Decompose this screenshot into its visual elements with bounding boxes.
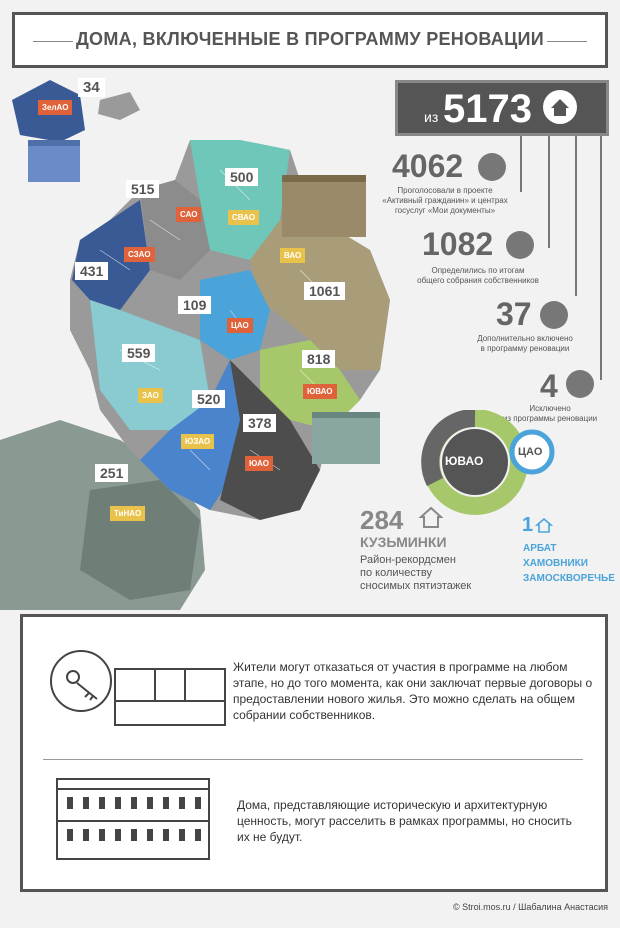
minimum-value: 1 (522, 514, 534, 536)
cao-count: 109 (178, 296, 211, 314)
svao-flag: СВАО (228, 210, 259, 225)
moscow-map (0, 70, 400, 610)
connector-4 (600, 136, 602, 380)
stat-excluded-desc: Исключено из программы реновации (502, 404, 598, 423)
stat-voted-desc: Проголосовали в проекте «Активный гражданин» и центрах госуслуг «Мои документы» (382, 186, 508, 215)
credit: © Stroi.mos.ru / Шабалина Анастасия (452, 902, 608, 912)
record-value: 284 (360, 505, 404, 535)
yuzao-count: 520 (192, 390, 225, 408)
donut-yuvao-label: ЮВАО (445, 454, 484, 468)
total-value: 5173 (443, 87, 532, 131)
building-icon-top-left (28, 140, 80, 182)
szao-count: 431 (75, 262, 108, 280)
info-box (20, 614, 608, 892)
house-icon (535, 516, 553, 534)
info-refusal: Жители могут отказаться от участия в программе на любом этапе, но до того момента, как они заключат первые договоры о предоставлении нового жилья. Это можно сделать на общем собрании собственников. (233, 660, 593, 722)
zao-count: 559 (122, 344, 155, 362)
building-icon-bottom (312, 412, 380, 464)
svao-count: 500 (225, 168, 258, 186)
tinao-count: 251 (95, 464, 128, 482)
zao-flag: ЗАО (138, 388, 163, 403)
building-icon-top-right (282, 175, 366, 237)
stat-meeting-value: 1082 (422, 226, 494, 262)
tinao-flag: ТиНАО (110, 506, 145, 521)
keys-plan-icon (35, 641, 235, 741)
yuao-count: 378 (243, 414, 276, 432)
info-divider (43, 759, 583, 760)
sao-flag: САО (176, 207, 201, 222)
sao-count: 515 (126, 180, 159, 198)
stat-added-value: 37 (496, 296, 532, 332)
info-historic: Дома, представляющие историческую и архитектурную ценность, могут расселить в рамках программы, но сносить их не будут. (237, 798, 572, 844)
house-icon (506, 231, 534, 259)
connector-2 (548, 136, 550, 248)
yuvao-count: 818 (302, 350, 335, 368)
record-name: КУЗЬМИНКИ (360, 534, 447, 550)
header (12, 12, 608, 68)
house-icon (540, 301, 568, 329)
yuzao-flag: ЮЗАО (181, 434, 214, 449)
historic-building-icon (53, 775, 215, 865)
house-icon (478, 153, 506, 181)
total-prefix: из (424, 109, 439, 125)
yuao-flag: ЮАО (245, 456, 273, 471)
stat-excluded-value: 4 (540, 368, 558, 404)
house-icon (418, 504, 444, 530)
yuvao-flag: ЮВАО (303, 384, 337, 399)
minimum-names: АРБАТ ХАМОВНИКИ ЗАМОСКВОРЕЧЬЕ (523, 543, 615, 584)
connector-3 (575, 136, 577, 296)
vao-flag: ВАО (280, 248, 305, 263)
page-title: ДОМА, ВКЛЮЧЕННЫЕ В ПРОГРАММУ РЕНОВАЦИИ (75, 29, 545, 49)
record-desc: Район-рекордсмен по количеству сносимых пятиэтажек (360, 554, 472, 592)
total-box (395, 80, 609, 136)
house-icon (566, 370, 594, 398)
zelao-count: 34 (78, 78, 105, 97)
connector-1 (520, 136, 522, 192)
house-icon (543, 90, 577, 124)
cao-flag: ЦАО (227, 318, 253, 333)
stat-voted-value: 4062 (392, 148, 464, 184)
stat-added-desc: Дополнительно включено в программу реновации (477, 334, 573, 353)
szao-flag: СЗАО (124, 247, 155, 262)
zelao-flag: ЗелАО (38, 100, 72, 115)
vao-count: 1061 (304, 282, 345, 300)
donut-cao-label: ЦАО (518, 446, 543, 458)
stat-meeting-desc: Определились по итогам общего собрания собственников (417, 266, 539, 285)
